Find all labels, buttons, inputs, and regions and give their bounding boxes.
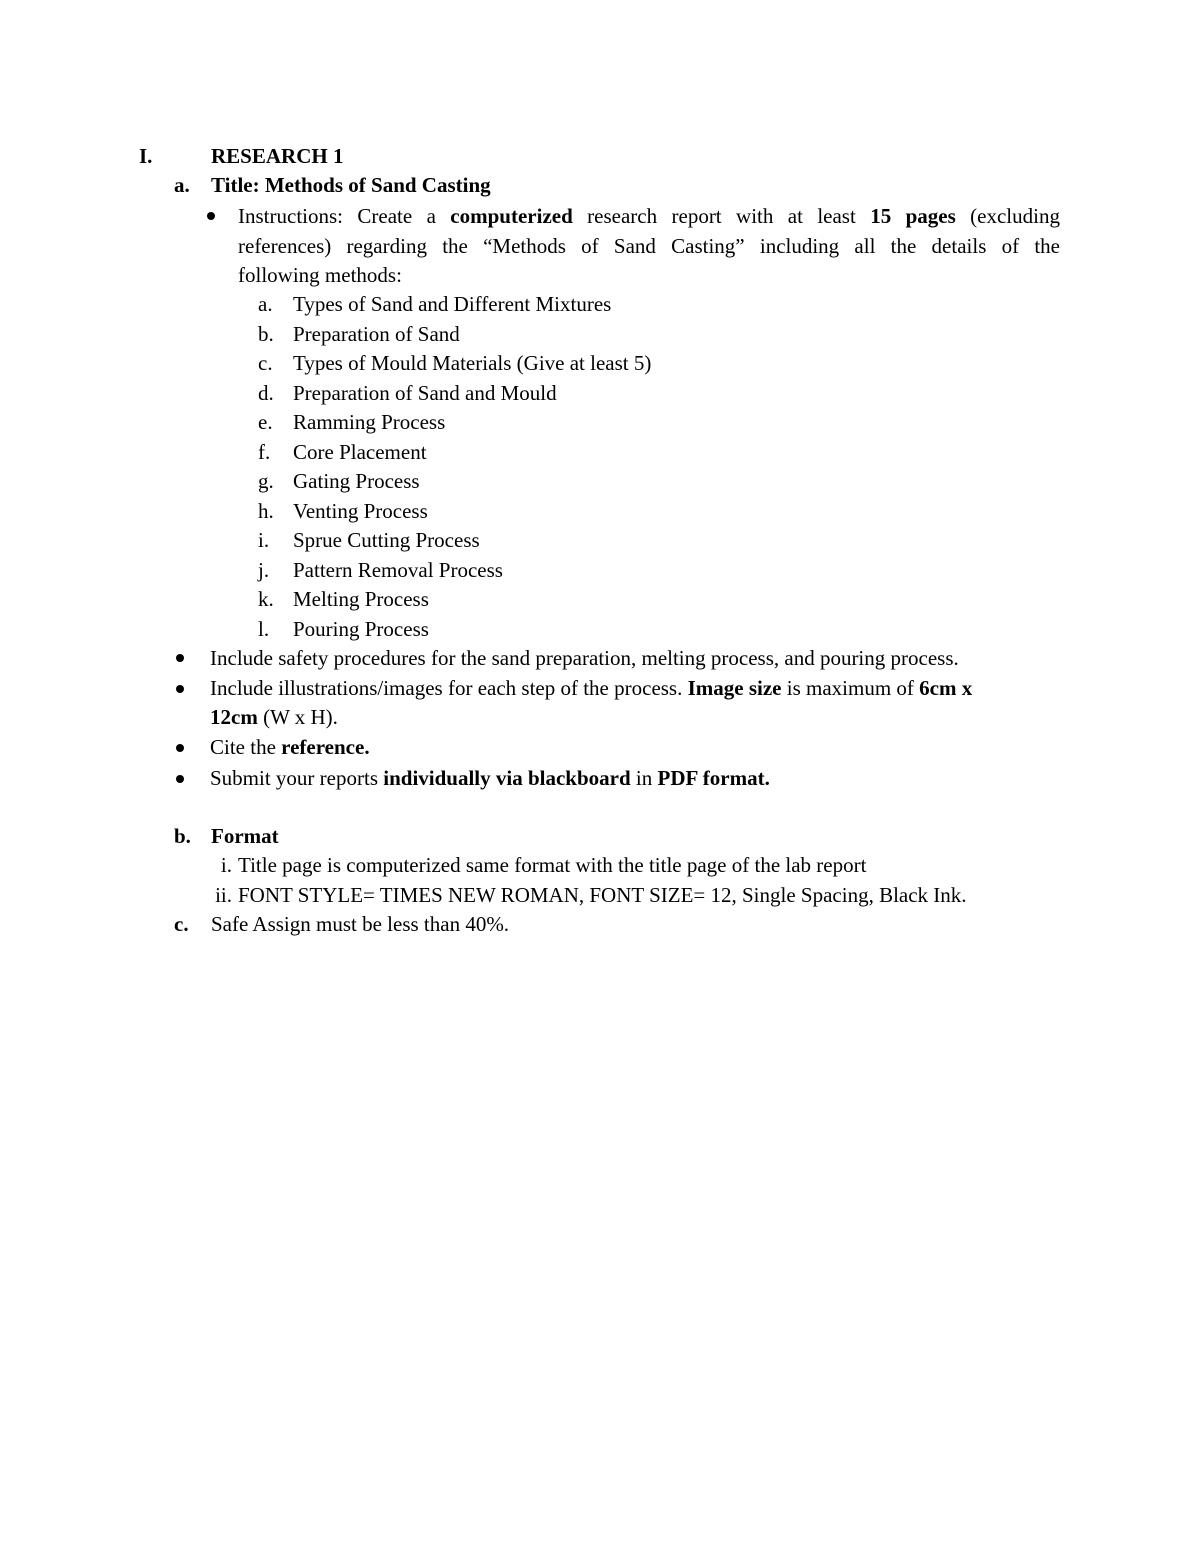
bullet-images-prefix: Include illustrations/images for each step of the process. <box>210 676 688 700</box>
bullet-cite-text <box>210 734 370 760</box>
instructions-prefix: Instructions: Create a <box>238 204 451 228</box>
method-letter: g. <box>258 469 274 493</box>
method-item: Melting Process <box>293 587 429 611</box>
part-a-letter: a. <box>174 173 190 197</box>
instructions-mid: research report with at least <box>572 204 871 228</box>
bullet-images-mid: is maximum of <box>781 676 920 700</box>
bullet-icon <box>176 744 184 752</box>
method-letter: c. <box>258 351 273 375</box>
method-letter: h. <box>258 499 274 523</box>
format-item-text: FONT STYLE= TIMES NEW ROMAN, FONT SIZE= 12, Single Spacing, Black Ink. <box>238 883 967 907</box>
instructions-line-3: following methods: <box>238 263 402 287</box>
bullet-submit-text <box>210 765 770 791</box>
bullet-images-rest: (W x H). <box>257 705 338 729</box>
method-letter: k. <box>258 587 274 611</box>
bullet-images-bold-width: 6cm x <box>919 676 973 700</box>
bullet-images-line-1 <box>210 675 972 701</box>
method-item: Preparation of Sand <box>293 322 460 346</box>
instructions-line-1 <box>238 203 1060 229</box>
format-item-numeral: i. <box>220 853 232 877</box>
method-letter: d. <box>258 381 274 405</box>
section-numeral: I. <box>139 144 153 168</box>
bullet-safety-text: Include safety procedures for the sand preparation, melting process, and pouring process. <box>210 646 959 670</box>
method-letter: b. <box>258 322 274 346</box>
method-item: Sprue Cutting Process <box>293 528 480 552</box>
bullet-images-bold-size: Image size <box>687 676 782 700</box>
bullet-icon <box>176 775 184 783</box>
method-letter: l. <box>258 617 270 641</box>
instructions-suffix: (excluding <box>955 204 1060 228</box>
method-letter: f. <box>258 440 271 464</box>
instructions-bold-pages: 15 pages <box>870 204 956 228</box>
part-c-text: Safe Assign must be less than 40%. <box>211 912 510 936</box>
bullet-submit-bold-format: PDF format. <box>657 766 770 790</box>
method-item: Ramming Process <box>293 410 446 434</box>
method-letter: a. <box>258 292 273 316</box>
method-item: Types of Sand and Different Mixtures <box>293 292 612 316</box>
bullet-submit-bold-via: individually via blackboard <box>383 766 631 790</box>
part-b-letter: b. <box>174 824 191 848</box>
method-letter: i. <box>258 528 270 552</box>
format-item-numeral: ii. <box>215 883 232 907</box>
method-item: Pouring Process <box>293 617 429 641</box>
bullet-images-line-2 <box>210 704 338 730</box>
bullet-icon <box>176 685 184 693</box>
part-b-title: Format <box>211 824 279 848</box>
method-item: Core Placement <box>293 440 427 464</box>
method-item: Venting Process <box>293 499 428 523</box>
method-item: Preparation of Sand and Mould <box>293 381 557 405</box>
method-letter: e. <box>258 410 273 434</box>
bullet-images-bold-height: 12cm <box>210 705 258 729</box>
format-item-text: Title page is computerized same format with the title page of the lab report <box>238 853 867 877</box>
bullet-submit-mid: in <box>630 766 658 790</box>
bullet-icon <box>176 654 184 662</box>
method-item: Gating Process <box>293 469 420 493</box>
bullet-cite-bold: reference. <box>281 735 370 759</box>
bullet-icon <box>207 212 215 220</box>
method-item: Pattern Removal Process <box>293 558 503 582</box>
bullet-cite-prefix: Cite the <box>210 735 282 759</box>
instructions-line-2: references) regarding the “Methods of Sand Casting” including all the details of the <box>238 234 1060 258</box>
method-item: Types of Mould Materials (Give at least 5) <box>293 351 652 375</box>
section-heading: RESEARCH 1 <box>211 144 344 168</box>
part-c-letter: c. <box>174 912 189 936</box>
instructions-bold-computerized: computerized <box>450 204 573 228</box>
part-a-title: Title: Methods of Sand Casting <box>211 173 491 197</box>
method-letter: j. <box>258 558 270 582</box>
bullet-submit-prefix: Submit your reports <box>210 766 384 790</box>
